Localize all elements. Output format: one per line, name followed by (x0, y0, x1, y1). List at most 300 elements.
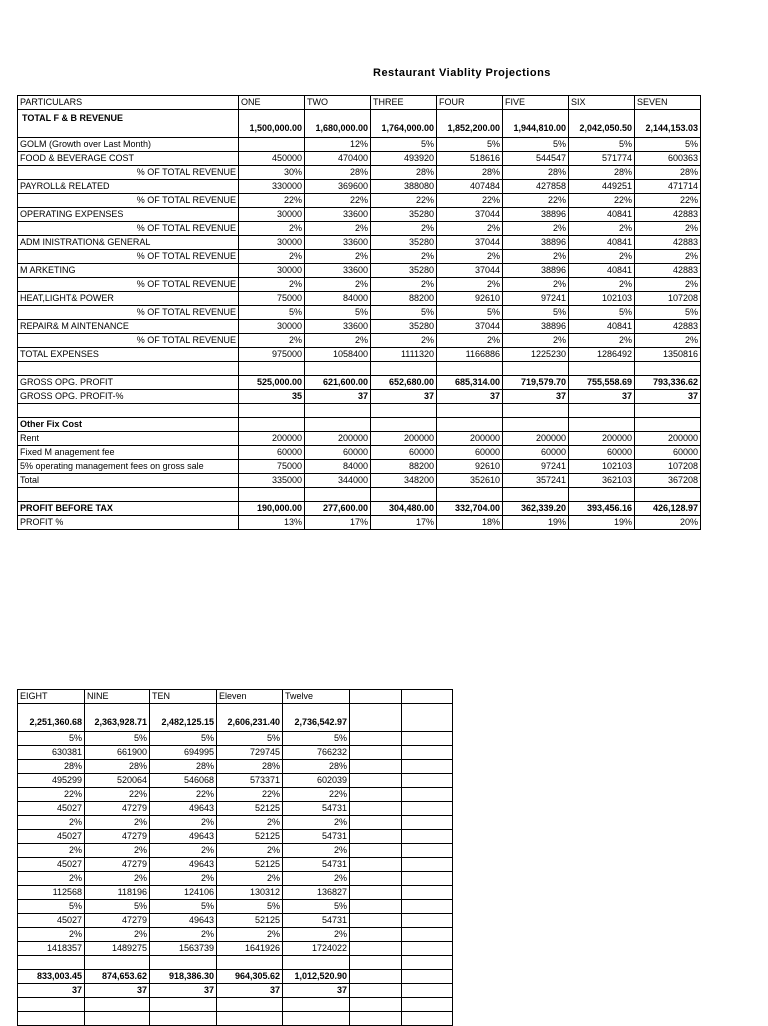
value-cell: 2% (437, 250, 503, 264)
value-cell: 2,042,050.50 (569, 110, 635, 138)
value-cell: 35280 (371, 208, 437, 222)
value-cell: 22% (503, 194, 569, 208)
value-cell: 28% (150, 760, 217, 774)
value-cell: 49643 (150, 914, 217, 928)
value-cell: 719,579.70 (503, 376, 569, 390)
value-cell: 5% (283, 900, 350, 914)
table-row (18, 138, 701, 152)
value-cell: 33600 (305, 320, 371, 334)
table-row (18, 334, 701, 348)
row-label-cell (18, 362, 239, 376)
header-period-cell (350, 690, 402, 704)
table-row (18, 858, 453, 872)
value-cell: 362,339.20 (503, 502, 569, 516)
value-cell: 2,736,542.97 (283, 704, 350, 732)
header-period-cell: TEN (150, 690, 217, 704)
value-cell: 1,012,520.90 (283, 970, 350, 984)
value-cell: 112568 (18, 886, 85, 900)
value-cell (402, 802, 453, 816)
value-cell: 2% (150, 844, 217, 858)
value-cell: 92610 (437, 292, 503, 306)
value-cell: 1563739 (150, 942, 217, 956)
value-cell (503, 418, 569, 432)
table-row (18, 278, 701, 292)
table-row (18, 816, 453, 830)
value-cell (402, 914, 453, 928)
value-cell: 362103 (569, 474, 635, 488)
value-cell (402, 732, 453, 746)
value-cell: 5% (150, 900, 217, 914)
value-cell: 426,128.97 (635, 502, 701, 516)
value-cell: 2,606,231.40 (217, 704, 283, 732)
value-cell: 1,764,000.00 (371, 110, 437, 138)
value-cell: 200000 (305, 432, 371, 446)
value-cell: 60000 (503, 446, 569, 460)
value-cell: 22% (305, 194, 371, 208)
value-cell: 37044 (437, 264, 503, 278)
row-label-cell: % OF TOTAL REVENUE (18, 166, 239, 180)
value-cell: 107208 (635, 460, 701, 474)
value-cell: 766232 (283, 746, 350, 760)
value-cell: 60000 (305, 446, 371, 460)
value-cell: 45027 (18, 830, 85, 844)
value-cell (503, 404, 569, 418)
value-cell: 130312 (217, 886, 283, 900)
value-cell: 2% (150, 928, 217, 942)
value-cell: 37 (437, 390, 503, 404)
value-cell: 1641926 (217, 942, 283, 956)
table-row (18, 488, 701, 502)
value-cell: 54731 (283, 830, 350, 844)
table-row (18, 166, 701, 180)
value-cell: 2% (635, 222, 701, 236)
value-cell (402, 984, 453, 998)
value-cell: 28% (85, 760, 150, 774)
value-cell (217, 956, 283, 970)
value-cell: 2% (18, 816, 85, 830)
value-cell: 2% (371, 278, 437, 292)
value-cell: 28% (18, 760, 85, 774)
value-cell (350, 732, 402, 746)
table-row (18, 830, 453, 844)
value-cell: 42883 (635, 264, 701, 278)
value-cell: 2% (503, 250, 569, 264)
table-row (18, 942, 453, 956)
value-cell: 1350816 (635, 348, 701, 362)
value-cell: 28% (569, 166, 635, 180)
value-cell: 2% (150, 872, 217, 886)
row-label-cell: % OF TOTAL REVENUE (18, 250, 239, 264)
value-cell: 107208 (635, 292, 701, 306)
value-cell: 5% (239, 306, 305, 320)
value-cell: 37 (503, 390, 569, 404)
value-cell: 38896 (503, 264, 569, 278)
value-cell: 2% (305, 278, 371, 292)
table-row (18, 460, 701, 474)
value-cell: 22% (239, 194, 305, 208)
value-cell: 37 (85, 984, 150, 998)
value-cell: 45027 (18, 802, 85, 816)
table-row (18, 292, 701, 306)
value-cell (402, 956, 453, 970)
value-cell: 5% (150, 732, 217, 746)
value-cell: 493920 (371, 152, 437, 166)
header-period-cell: TWO (305, 96, 371, 110)
value-cell (569, 404, 635, 418)
value-cell (402, 746, 453, 760)
value-cell: 49643 (150, 802, 217, 816)
row-label-cell: % OF TOTAL REVENUE (18, 222, 239, 236)
table-row (18, 788, 453, 802)
header-period-cell: Twelve (283, 690, 350, 704)
value-cell: 2% (437, 222, 503, 236)
value-cell (635, 488, 701, 502)
table-row (18, 348, 701, 362)
projection-table-months-1-7 (17, 95, 701, 530)
value-cell (402, 774, 453, 788)
value-cell: 37 (569, 390, 635, 404)
value-cell (437, 418, 503, 432)
table-header-row (18, 96, 701, 110)
value-cell: 330000 (239, 180, 305, 194)
value-cell (239, 138, 305, 152)
table-row (18, 1012, 453, 1026)
table-row (18, 970, 453, 984)
value-cell: 393,456.16 (569, 502, 635, 516)
value-cell: 369600 (305, 180, 371, 194)
value-cell: 22% (635, 194, 701, 208)
value-cell: 2% (217, 872, 283, 886)
table-row (18, 704, 453, 732)
value-cell (350, 914, 402, 928)
value-cell: 124106 (150, 886, 217, 900)
value-cell: 546068 (150, 774, 217, 788)
value-cell: 2,251,360.68 (18, 704, 85, 732)
value-cell: 37044 (437, 320, 503, 334)
value-cell: 5% (437, 138, 503, 152)
page-title: Restaurant Viablity Projections (373, 67, 551, 79)
value-cell (402, 704, 453, 732)
value-cell: 47279 (85, 830, 150, 844)
value-cell: 12% (305, 138, 371, 152)
value-cell: 75000 (239, 460, 305, 474)
value-cell: 2% (239, 278, 305, 292)
header-period-cell: ONE (239, 96, 305, 110)
value-cell: 38896 (503, 236, 569, 250)
value-cell (402, 830, 453, 844)
value-cell: 2% (18, 872, 85, 886)
value-cell: 42883 (635, 208, 701, 222)
value-cell: 5% (305, 306, 371, 320)
value-cell (305, 418, 371, 432)
value-cell (305, 404, 371, 418)
row-label-cell: GROSS OPG. PROFIT-% (18, 390, 239, 404)
value-cell: 200000 (371, 432, 437, 446)
value-cell: 54731 (283, 858, 350, 872)
table-row (18, 516, 701, 530)
value-cell: 470400 (305, 152, 371, 166)
table-row (18, 320, 701, 334)
value-cell: 19% (503, 516, 569, 530)
value-cell: 2% (239, 334, 305, 348)
table-row (18, 474, 701, 488)
table-row (18, 418, 701, 432)
value-cell (569, 418, 635, 432)
value-cell (569, 488, 635, 502)
value-cell: 2% (217, 816, 283, 830)
value-cell: 37 (283, 984, 350, 998)
table-row (18, 236, 701, 250)
value-cell: 5% (371, 138, 437, 152)
row-label-cell: Other Fix Cost (18, 418, 239, 432)
value-cell (402, 760, 453, 774)
value-cell: 367208 (635, 474, 701, 488)
value-cell: 1724022 (283, 942, 350, 956)
value-cell: 35280 (371, 236, 437, 250)
value-cell: 35280 (371, 264, 437, 278)
row-label-cell: FOOD & BEVERAGE COST (18, 152, 239, 166)
value-cell (350, 928, 402, 942)
value-cell: 22% (437, 194, 503, 208)
value-cell: 388080 (371, 180, 437, 194)
header-period-cell (402, 690, 453, 704)
value-cell: 22% (217, 788, 283, 802)
value-cell: 52125 (217, 914, 283, 928)
row-label-cell: ADM INISTRATION& GENERAL (18, 236, 239, 250)
value-cell (402, 844, 453, 858)
value-cell: 38896 (503, 208, 569, 222)
value-cell: 40841 (569, 264, 635, 278)
value-cell: 621,600.00 (305, 376, 371, 390)
value-cell: 30000 (239, 264, 305, 278)
value-cell: 5% (503, 138, 569, 152)
table-row (18, 998, 453, 1012)
value-cell: 661900 (85, 746, 150, 760)
value-cell: 2% (85, 816, 150, 830)
value-cell: 304,480.00 (371, 502, 437, 516)
value-cell: 544547 (503, 152, 569, 166)
value-cell: 33600 (305, 208, 371, 222)
value-cell: 40841 (569, 236, 635, 250)
value-cell: 5% (437, 306, 503, 320)
value-cell: 30000 (239, 208, 305, 222)
value-cell: 13% (239, 516, 305, 530)
value-cell: 47279 (85, 858, 150, 872)
value-cell: 2,482,125.15 (150, 704, 217, 732)
value-cell (283, 1012, 350, 1026)
value-cell (150, 1012, 217, 1026)
value-cell: 92610 (437, 460, 503, 474)
value-cell: 33600 (305, 264, 371, 278)
row-label-cell: GROSS OPG. PROFIT (18, 376, 239, 390)
value-cell: 5% (85, 732, 150, 746)
value-cell: 52125 (217, 802, 283, 816)
value-cell (569, 362, 635, 376)
row-label-cell: % OF TOTAL REVENUE (18, 306, 239, 320)
value-cell: 1225230 (503, 348, 569, 362)
value-cell (402, 886, 453, 900)
value-cell: 30000 (239, 236, 305, 250)
value-cell: 2% (635, 278, 701, 292)
value-cell (402, 928, 453, 942)
table-row (18, 264, 701, 278)
row-label-cell: % OF TOTAL REVENUE (18, 278, 239, 292)
projection-table-months-8-12 (17, 689, 453, 1026)
value-cell (635, 404, 701, 418)
row-label-cell: PROFIT % (18, 516, 239, 530)
value-cell: 2% (150, 816, 217, 830)
value-cell: 35 (239, 390, 305, 404)
value-cell: 2% (85, 928, 150, 942)
row-label-cell: HEAT,LIGHT& POWER (18, 292, 239, 306)
value-cell: 427858 (503, 180, 569, 194)
value-cell: 1,680,000.00 (305, 110, 371, 138)
table-row (18, 306, 701, 320)
value-cell (18, 998, 85, 1012)
value-cell: 17% (305, 516, 371, 530)
value-cell: 190,000.00 (239, 502, 305, 516)
value-cell: 30% (239, 166, 305, 180)
value-cell: 518616 (437, 152, 503, 166)
value-cell: 2% (371, 250, 437, 264)
value-cell (350, 704, 402, 732)
table-row (18, 222, 701, 236)
value-cell: 200000 (437, 432, 503, 446)
value-cell: 630381 (18, 746, 85, 760)
value-cell: 5% (371, 306, 437, 320)
value-cell: 28% (283, 760, 350, 774)
value-cell (18, 1012, 85, 1026)
table-row (18, 886, 453, 900)
table-row (18, 362, 701, 376)
value-cell (305, 362, 371, 376)
value-cell (350, 788, 402, 802)
value-cell: 344000 (305, 474, 371, 488)
value-cell: 200000 (569, 432, 635, 446)
table-row (18, 376, 701, 390)
value-cell (85, 956, 150, 970)
value-cell: 2% (569, 222, 635, 236)
value-cell (635, 418, 701, 432)
value-cell: 35280 (371, 320, 437, 334)
value-cell (305, 488, 371, 502)
value-cell: 18% (437, 516, 503, 530)
value-cell: 22% (371, 194, 437, 208)
value-cell (350, 956, 402, 970)
value-cell: 1418357 (18, 942, 85, 956)
value-cell: 335000 (239, 474, 305, 488)
value-cell: 2% (18, 928, 85, 942)
value-cell (217, 1012, 283, 1026)
value-cell: 38896 (503, 320, 569, 334)
value-cell: 60000 (239, 446, 305, 460)
value-cell: 694995 (150, 746, 217, 760)
header-period-cell: EIGHT (18, 690, 85, 704)
value-cell (402, 816, 453, 830)
value-cell: 2% (503, 278, 569, 292)
value-cell: 37 (150, 984, 217, 998)
row-label-cell: % OF TOTAL REVENUE (18, 194, 239, 208)
value-cell: 37 (305, 390, 371, 404)
row-label-cell: Total (18, 474, 239, 488)
value-cell (350, 802, 402, 816)
value-cell (350, 816, 402, 830)
value-cell: 40841 (569, 208, 635, 222)
value-cell: 22% (150, 788, 217, 802)
value-cell: 449251 (569, 180, 635, 194)
header-period-cell: FOUR (437, 96, 503, 110)
row-label-cell: OPERATING EXPENSES (18, 208, 239, 222)
value-cell: 5% (18, 732, 85, 746)
value-cell: 348200 (371, 474, 437, 488)
row-label-cell: % OF TOTAL REVENUE (18, 334, 239, 348)
value-cell: 40841 (569, 320, 635, 334)
value-cell (350, 998, 402, 1012)
table-row (18, 802, 453, 816)
value-cell: 332,704.00 (437, 502, 503, 516)
value-cell: 793,336.62 (635, 376, 701, 390)
value-cell: 22% (85, 788, 150, 802)
value-cell: 2% (569, 250, 635, 264)
value-cell (350, 760, 402, 774)
value-cell: 874,653.62 (85, 970, 150, 984)
value-cell: 42883 (635, 320, 701, 334)
value-cell (503, 488, 569, 502)
value-cell: 60000 (569, 446, 635, 460)
value-cell (402, 872, 453, 886)
value-cell: 45027 (18, 914, 85, 928)
value-cell (350, 872, 402, 886)
value-cell: 1111320 (371, 348, 437, 362)
table-row (18, 110, 701, 138)
value-cell (371, 418, 437, 432)
row-label-cell: TOTAL F & B REVENUE (18, 110, 239, 138)
row-label-cell: TOTAL EXPENSES (18, 348, 239, 362)
value-cell (283, 998, 350, 1012)
value-cell: 5% (569, 138, 635, 152)
value-cell: 88200 (371, 292, 437, 306)
value-cell: 2% (283, 816, 350, 830)
value-cell: 1058400 (305, 348, 371, 362)
value-cell: 2% (18, 844, 85, 858)
value-cell: 37 (635, 390, 701, 404)
value-cell: 5% (283, 732, 350, 746)
value-cell (350, 858, 402, 872)
value-cell: 52125 (217, 830, 283, 844)
value-cell: 2% (503, 334, 569, 348)
value-cell: 2% (283, 872, 350, 886)
value-cell: 1,852,200.00 (437, 110, 503, 138)
value-cell (371, 488, 437, 502)
value-cell: 136827 (283, 886, 350, 900)
value-cell: 97241 (503, 292, 569, 306)
value-cell: 22% (569, 194, 635, 208)
value-cell (239, 404, 305, 418)
value-cell: 22% (18, 788, 85, 802)
value-cell: 28% (217, 760, 283, 774)
value-cell: 2% (437, 278, 503, 292)
value-cell: 495299 (18, 774, 85, 788)
value-cell: 84000 (305, 460, 371, 474)
value-cell: 97241 (503, 460, 569, 474)
value-cell (350, 746, 402, 760)
value-cell: 49643 (150, 830, 217, 844)
value-cell (402, 998, 453, 1012)
table-row (18, 774, 453, 788)
value-cell: 28% (437, 166, 503, 180)
value-cell: 352610 (437, 474, 503, 488)
value-cell: 2% (635, 334, 701, 348)
